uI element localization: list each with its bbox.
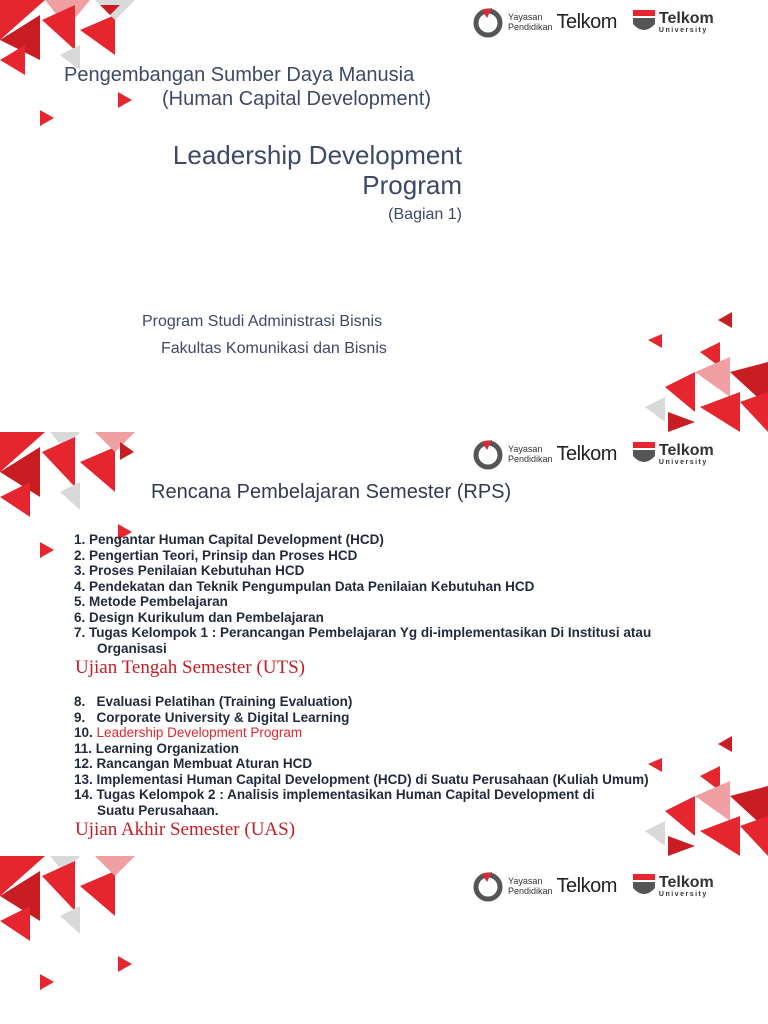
- list-item: 11. Learning Organization: [74, 740, 240, 756]
- arrow-bullet-icon: [118, 92, 138, 112]
- ypt-line2: Pendidikan: [508, 454, 553, 464]
- list-item: 9. Corporate University & Digital Learning: [74, 709, 350, 725]
- tu-logo: [633, 874, 714, 898]
- list-item: 12. Rancangan Membuat Aturan HCD: [74, 756, 313, 771]
- arrow-bullet-icon: [118, 956, 138, 976]
- slide-1: [0, 0, 768, 432]
- tu-emblem-icon: [633, 442, 655, 466]
- slide-3: [0, 856, 768, 1024]
- list-item-continuation: Organisasi: [97, 640, 167, 656]
- ypt-emblem-icon: [472, 870, 504, 902]
- list-item: 3. Proses Penilaian Kebutuhan HCD: [74, 563, 305, 578]
- list-item: 13. Implementasi Human Capital Development (HCD) di Suatu Perusahaan (Kuliah Umum): [74, 771, 649, 787]
- logo-row: [472, 6, 714, 38]
- tu-main: Telkom: [658, 873, 714, 891]
- ypt-line2: Pendidikan: [508, 22, 553, 32]
- arrow-bullet-icon: [40, 542, 60, 562]
- slide1-title-line1: Pengembangan Sumber Daya Manusia: [64, 64, 415, 86]
- tu-logo: [633, 10, 714, 34]
- list-item: 2. Pengertian Teori, Prinsip dan Proses HCD: [74, 547, 358, 563]
- ypt-brand: Telkom: [556, 10, 617, 33]
- slide-2: [0, 432, 768, 856]
- ypt-emblem-icon: [472, 6, 504, 38]
- triangle-pattern-bottom-right: [640, 312, 768, 432]
- ypt-logo: [472, 438, 617, 470]
- list-item: 6. Design Kurikulum dan Pembelajaran: [74, 609, 324, 625]
- ypt-line1: Yayasan: [508, 876, 543, 886]
- arrow-bullet-icon: [40, 974, 60, 994]
- tu-emblem-icon: [633, 874, 655, 898]
- ypt-brand: Telkom: [556, 874, 617, 897]
- tu-emblem-icon: [633, 10, 655, 34]
- rps-list-part2: [74, 694, 649, 818]
- slide1-heading-line2: Program: [362, 170, 462, 200]
- slide1-program: Program Studi Administrasi Bisnis: [142, 313, 383, 330]
- tu-sub: University: [658, 890, 708, 898]
- triangle-pattern-bottom-right: [640, 736, 768, 856]
- slide1-heading-line1: Leadership Development: [172, 140, 462, 170]
- ypt-logo: [472, 6, 617, 38]
- triangle-pattern-top-left: [0, 856, 140, 966]
- list-item: 8. Evaluasi Pelatihan (Training Evaluation): [74, 694, 353, 709]
- tu-main: Telkom: [658, 441, 714, 459]
- ypt-logo: [472, 870, 617, 902]
- rps-title: Rencana Pembelajaran Semester (RPS): [151, 481, 512, 503]
- tu-sub: University: [658, 458, 708, 466]
- ypt-line1: Yayasan: [508, 444, 543, 454]
- ypt-line1: Yayasan: [508, 12, 543, 22]
- tu-logo: [633, 442, 714, 466]
- slide1-part: (Bagian 1): [388, 206, 462, 223]
- list-item: 5. Metode Pembelajaran: [74, 594, 228, 609]
- slide1-title-line2: (Human Capital Development): [162, 88, 432, 110]
- list-item-continuation: Suatu Perusahaan.: [97, 802, 219, 818]
- rps-list-part1: [74, 532, 651, 656]
- ypt-emblem-icon: [472, 438, 504, 470]
- list-item-highlighted: 10. Leadership Development Program: [74, 725, 303, 740]
- logo-row: [472, 438, 714, 470]
- uas-heading: Ujian Akhir Semester (UAS): [75, 819, 296, 840]
- logo-row: [472, 870, 714, 902]
- list-item: 4. Pendekatan dan Teknik Pengumpulan Data Penilaian Kebutuhan HCD: [74, 578, 535, 594]
- uts-heading: Ujian Tengah Semester (UTS): [75, 657, 305, 678]
- tu-sub: University: [658, 26, 708, 34]
- tu-main: Telkom: [658, 9, 714, 27]
- list-item: 14. Tugas Kelompok 2 : Analisis implementasikan Human Capital Development di: [74, 787, 595, 802]
- list-item: 7. Tugas Kelompok 1 : Perancangan Pembelajaran Yg di-implementasikan Di Institusi atau: [74, 625, 652, 640]
- ypt-brand: Telkom: [556, 442, 617, 465]
- arrow-bullet-icon: [40, 110, 60, 130]
- slide1-faculty: Fakultas Komunikasi dan Bisnis: [161, 340, 387, 357]
- ypt-line2: Pendidikan: [508, 886, 553, 896]
- list-item: 1. Pengantar Human Capital Development (HCD): [74, 532, 384, 547]
